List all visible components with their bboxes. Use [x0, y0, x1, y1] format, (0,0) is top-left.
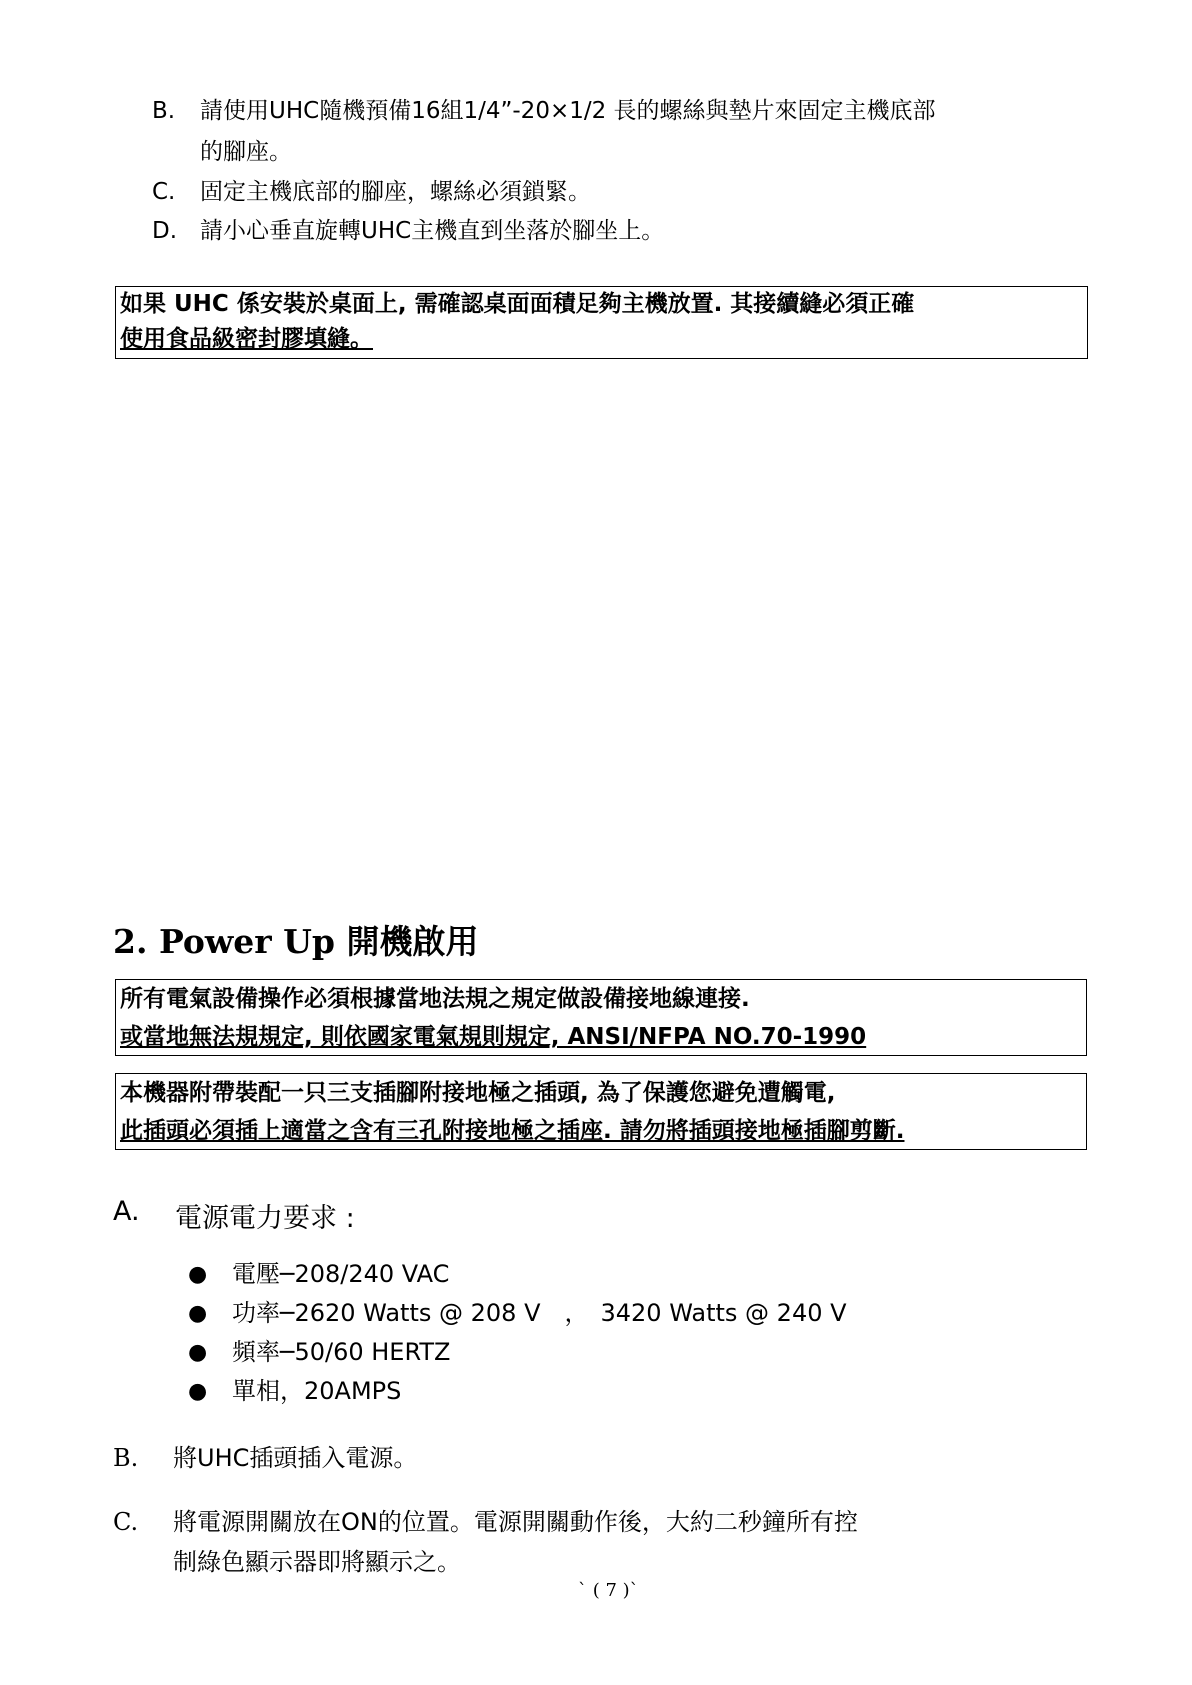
- notice-line: 如果 UHC 係安裝於桌面上, 需確認桌面面積足夠主機放置. 其接續縫必須正確: [120, 291, 915, 317]
- bullet-icon: ●: [188, 1262, 208, 1287]
- section-b-label: B.: [113, 1444, 139, 1472]
- section-c-text: 制綠色顯示器即將顯示之。: [173, 1548, 461, 1576]
- notice-line: 或當地無法規規定, 則依國家電氣規則規定, ANSI/NFPA NO.70-1990: [120, 1024, 867, 1050]
- bullet-voltage: [188, 1255, 988, 1294]
- step-text: 固定主機底部的腳座，螺絲必須鎖緊。: [200, 179, 591, 205]
- step-text: 的腳座。: [200, 139, 292, 165]
- section-a-title: 電源電力要求 :: [175, 1203, 355, 1234]
- section-c-label: C.: [113, 1508, 139, 1536]
- notice-countertop: [115, 286, 1088, 359]
- section-a-heading: [113, 1196, 355, 1234]
- bullet-text: 電壓─208/240 VAC: [232, 1260, 450, 1288]
- step-label: B.: [152, 98, 176, 124]
- section-b-text: 將UHC插頭插入電源。: [173, 1444, 418, 1472]
- bullet-text: 功率─2620 Watts @ 208 V ， 3420 Watts @ 240 V: [232, 1299, 847, 1327]
- section-a-label: A.: [113, 1196, 140, 1227]
- notice-line: 本機器附帶裝配一只三支插腳附接地極之插頭, 為了保護您避免遭觸電,: [120, 1080, 836, 1106]
- step-c: [152, 175, 1152, 211]
- notice-line: 此插頭必須插上適當之含有三孔附接地極之插座. 請勿將插頭接地極插腳剪斷.: [120, 1118, 905, 1144]
- step-b: [152, 94, 1152, 164]
- notice-plug: [115, 1073, 1087, 1150]
- notice-line: 所有電氣設備操作必須根據當地法規之規定做設備接地線連接.: [120, 986, 750, 1012]
- step-text: 請小心垂直旋轉UHC主機直到坐落於腳坐上。: [200, 218, 665, 244]
- bullet-power: [188, 1294, 988, 1333]
- section-c: [113, 1502, 1063, 1582]
- bullet-icon: ●: [188, 1340, 208, 1365]
- bullet-phase: [188, 1372, 988, 1411]
- section-heading: 2. Power Up 開機啟用: [113, 922, 479, 961]
- step-text: 請使用UHC隨機預備16組1/4”-20×1/2 長的螺絲與墊片來固定主機底部: [200, 98, 936, 124]
- step-label: D.: [152, 218, 178, 244]
- bullet-text: 頻率─50/60 HERTZ: [232, 1338, 451, 1366]
- notice-grounding: [115, 979, 1087, 1056]
- section-b: [113, 1438, 1013, 1478]
- bullet-icon: ●: [188, 1301, 208, 1326]
- step-d: [152, 214, 1152, 250]
- bullet-text: 單相，20AMPS: [232, 1377, 402, 1405]
- step-label: C.: [152, 179, 176, 205]
- bullet-frequency: [188, 1333, 988, 1372]
- bullet-icon: ●: [188, 1379, 208, 1404]
- page-number: ` ( 7 )`: [578, 1580, 639, 1601]
- section-c-text: 將電源開關放在ON的位置。電源開關動作後，大約二秒鐘所有控: [173, 1508, 858, 1536]
- notice-line: 使用食品級密封膠填縫。: [120, 326, 373, 352]
